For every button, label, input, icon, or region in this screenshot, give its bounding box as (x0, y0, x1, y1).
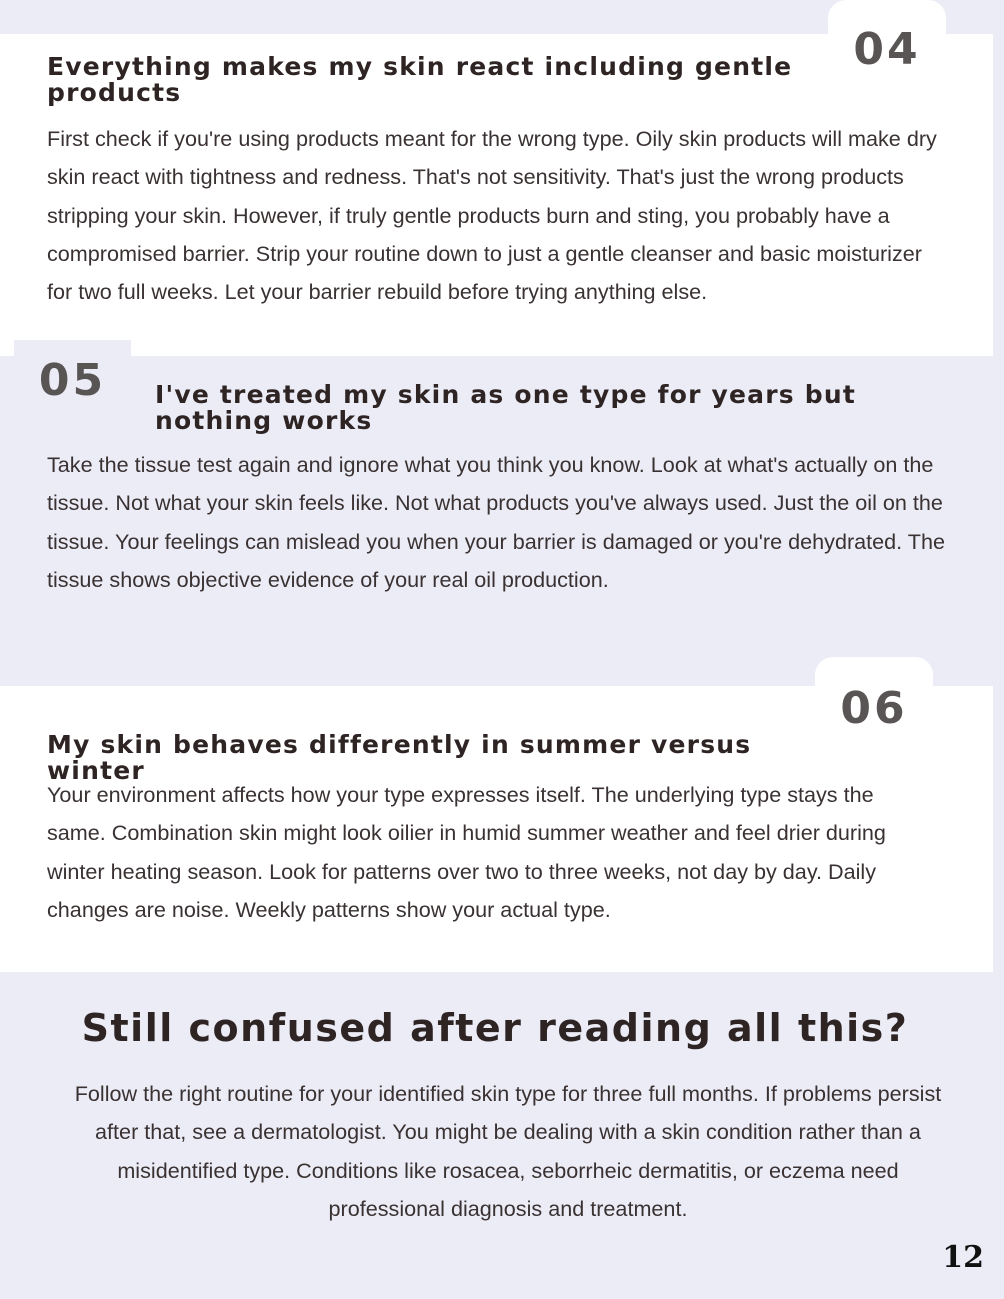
faq-answer-06: Your environment affects how your type expresses itself. The underlying type stays the same. Combination skin might look oilier in humid summer weather and feel drier during winter heating season. Look for patterns over two to three weeks, not day by day. Daily changes are noise. Weekly patterns show your actual type. (47, 782, 886, 922)
faq-question-06: My skin behaves differently in summer versus winter (47, 730, 752, 785)
page-number: 12 (942, 1240, 984, 1275)
faq-answer-04: First check if you're using products meant for the wrong type. Oily skin products will make dry skin react with tightness and redness. That's not sensitivity. That's just the wrong products stripping your skin. However, if truly gentle products burn and sting, you probably have a compromised barrier. Strip your routine down to just a gentle cleanser and basic moisturizer for two full weeks. Let your barrier rebuild before trying anything else. (47, 126, 937, 305)
faq-question-05: I've treated my skin as one type for years but nothing works (155, 380, 857, 435)
closing-heading: Still confused after reading all this? (81, 1006, 909, 1050)
faq-number-06 (815, 657, 933, 697)
faq-number-04 (828, 0, 946, 34)
faq-number-05: 05 (14, 340, 131, 420)
faq-question-04: Everything makes my skin react including gentle products (47, 52, 793, 107)
faq-answer-05: Take the tissue test again and ignore what you think you know. Look at what's actually on the tissue. Not what your skin feels like. Not what products you've always used. Just the oil on the tissue. Your feelings can mislead you when your barrier is damaged or you're dehydrated. The tissue shows objective evidence of your real oil production. (47, 452, 945, 592)
closing-text: Follow the right routine for your identified skin type for three full months. If problems persist after that, see a dermatologist. You might be dealing with a skin condition rather than a misidentified type. Conditions like rosacea, seborrheic dermatitis, or eczema need professional diagnosis and treatment. (74, 1081, 942, 1221)
